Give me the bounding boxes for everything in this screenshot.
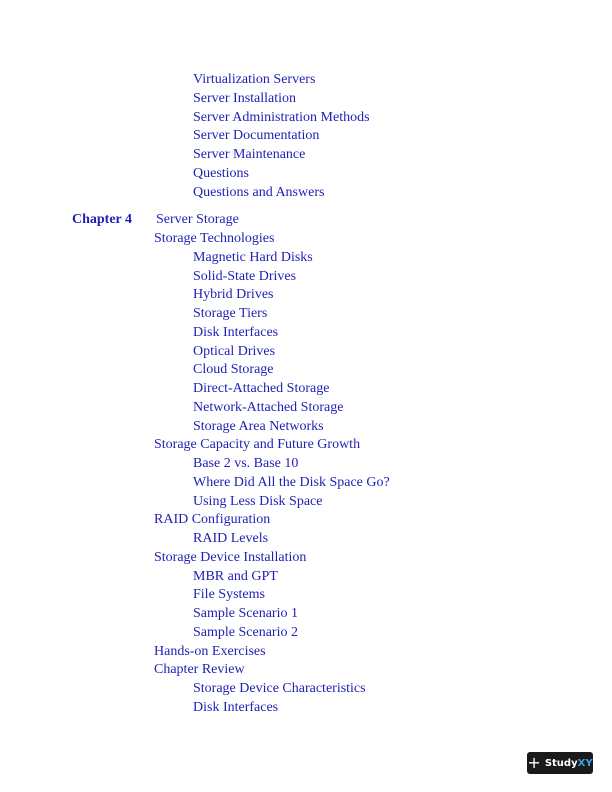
toc-section[interactable]: Storage Technologies (154, 231, 275, 246)
toc-link[interactable]: File Systems (193, 587, 265, 603)
toc-link[interactable]: Questions and Answers (193, 184, 325, 200)
studyxy-watermark (527, 752, 593, 774)
toc-section[interactable]: Storage Device Installation (154, 549, 307, 565)
toc-link[interactable]: Virtualization Servers (193, 72, 316, 87)
top-items (0, 71, 612, 202)
toc-link[interactable]: MBR and GPT (193, 568, 278, 584)
table-of-contents (0, 71, 612, 718)
toc-link[interactable]: Base 2 vs. Base 10 (193, 456, 299, 471)
toc-link[interactable]: Storage Tiers (193, 306, 268, 321)
toc-link[interactable]: Cloud Storage (193, 362, 274, 378)
toc-link[interactable]: Hybrid Drives (193, 287, 274, 303)
toc-section[interactable]: Storage Capacity and Future Growth (154, 437, 361, 453)
toc-link[interactable]: Magnetic Hard Disks (193, 249, 313, 265)
toc-link[interactable]: Network-Attached Storage (193, 399, 344, 415)
toc-section[interactable]: Chapter Review (154, 662, 245, 678)
toc-link[interactable]: Direct-Attached Storage (193, 381, 330, 396)
toc-link[interactable]: Where Did All the Disk Space Go? (193, 474, 390, 490)
toc-section[interactable]: RAID Configuration (154, 512, 271, 528)
toc-link[interactable]: Storage Device Characteristics (193, 681, 366, 696)
toc-link[interactable]: Server Administration Methods (193, 109, 370, 125)
toc-link[interactable]: Solid-State Drives (193, 268, 297, 284)
watermark-brand: StudyXY (544, 757, 593, 769)
toc-link[interactable]: Questions (193, 165, 249, 181)
toc-link[interactable]: Storage Area Networks (193, 418, 324, 434)
toc-link[interactable]: Using Less Disk Space (193, 493, 323, 509)
chapter-label[interactable]: Chapter 4 (72, 212, 133, 228)
toc-link[interactable]: Server Installation (193, 90, 297, 106)
toc-section[interactable]: Hands-on Exercises (154, 643, 266, 659)
toc-link[interactable]: Disk Interfaces (193, 699, 279, 715)
toc-link[interactable]: Server Documentation (193, 128, 320, 144)
toc-link[interactable]: Sample Scenario 1 (193, 606, 298, 621)
toc-link[interactable]: Disk Interfaces (193, 324, 279, 340)
toc-link[interactable]: Sample Scenario 2 (193, 624, 298, 640)
toc-link[interactable]: Server Maintenance (193, 147, 306, 162)
chapter-title[interactable]: Server Storage (156, 212, 239, 228)
toc-link[interactable]: RAID Levels (193, 531, 269, 546)
plus-icon: + (527, 753, 541, 772)
chapter-heading (0, 211, 612, 230)
toc-link[interactable]: Optical Drives (193, 343, 276, 359)
